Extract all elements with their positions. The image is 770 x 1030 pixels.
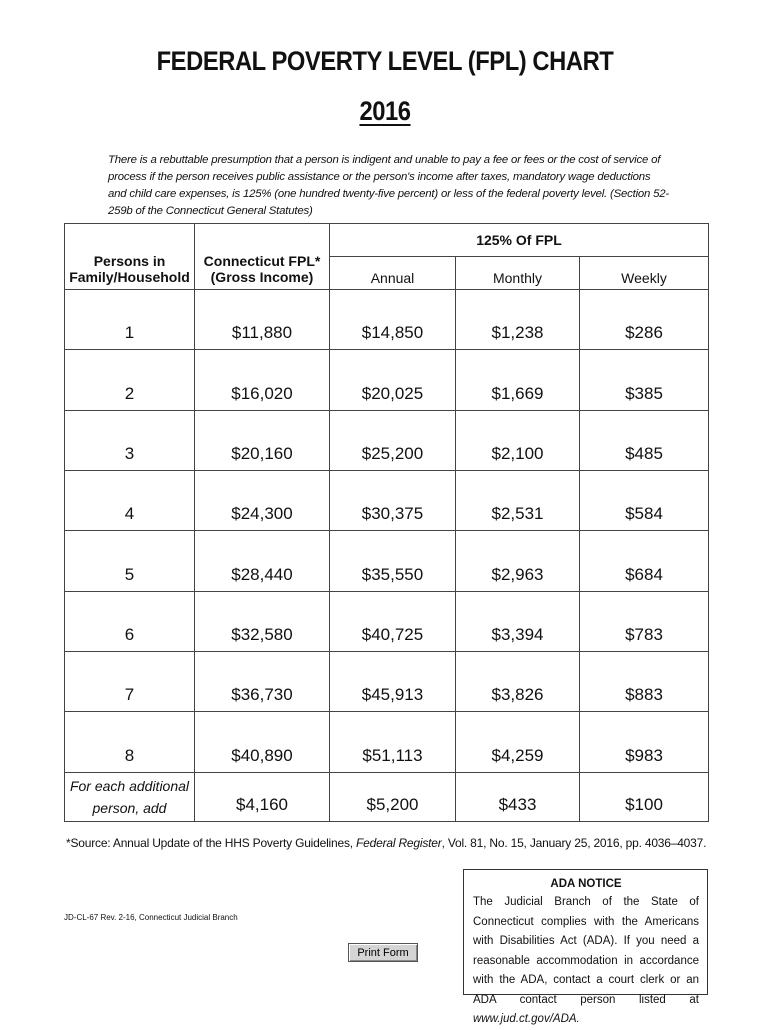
spacer-cell: [330, 350, 456, 379]
cell-weekly: $684: [580, 559, 709, 591]
row-spacer: [65, 591, 709, 620]
table-row: [65, 499, 709, 531]
row-spacer: [65, 712, 709, 741]
cell-monthly: $4,259: [456, 740, 580, 772]
cell-weekly: $783: [580, 620, 709, 652]
table-row: [65, 318, 709, 350]
col-header-125: 125% Of FPL: [330, 224, 709, 257]
additional-annual: $5,200: [330, 772, 456, 821]
cell-persons: 6: [65, 620, 195, 652]
additional-weekly: $100: [580, 772, 709, 821]
spacer-cell: [580, 531, 709, 560]
spacer-cell: [580, 712, 709, 741]
ada-heading: ADA NOTICE: [550, 878, 622, 890]
cell-weekly: $286: [580, 318, 709, 350]
additional-label-line1: For each additional: [69, 777, 190, 794]
cell-ct: $40,890: [195, 740, 330, 772]
spacer-cell: [330, 651, 456, 680]
table-row: [65, 378, 709, 410]
spacer-cell: [65, 350, 195, 379]
col-header-persons: [65, 224, 195, 290]
cell-ct: $28,440: [195, 559, 330, 591]
table-row: [65, 439, 709, 471]
row-spacer: [65, 651, 709, 680]
cell-annual: $51,113: [330, 740, 456, 772]
cell-monthly: $2,531: [456, 499, 580, 531]
col-header-ct-fpl: [195, 224, 330, 290]
table-row: [65, 559, 709, 591]
spacer-cell: [456, 410, 580, 439]
cell-annual: $35,550: [330, 559, 456, 591]
cell-persons: 8: [65, 740, 195, 772]
page-title: FEDERAL POVERTY LEVEL (FPL) CHART: [156, 46, 614, 76]
spacer-cell: [65, 591, 195, 620]
col-header-ct-line1: Connecticut FPL*: [203, 252, 321, 269]
cell-annual: $45,913: [330, 680, 456, 712]
cell-annual: $30,375: [330, 499, 456, 531]
cell-annual: $25,200: [330, 439, 456, 471]
source-suffix: , Vol. 81, No. 15, January 25, 2016, pp. 4036–4037.: [441, 836, 707, 850]
spacer-cell: [65, 410, 195, 439]
additional-ct: $4,160: [195, 772, 330, 821]
cell-annual: $20,025: [330, 378, 456, 410]
source-note: [66, 836, 706, 850]
ada-link[interactable]: www.jud.ct.gov/ADA.: [473, 1013, 580, 1025]
spacer-cell: [195, 410, 330, 439]
spacer-cell: [195, 470, 330, 499]
spacer-cell: [456, 289, 580, 318]
spacer-cell: [65, 531, 195, 560]
additional-monthly: $433: [456, 772, 580, 821]
source-prefix: *Source: Annual Update of the HHS Poverty Guidelines,: [66, 836, 357, 850]
spacer-cell: [195, 712, 330, 741]
fpl-table: [64, 223, 709, 822]
cell-monthly: $2,100: [456, 439, 580, 471]
additional-person-row: [65, 772, 709, 821]
form-id: JD-CL-67 Rev. 2-16, Connecticut Judicial Branch: [64, 913, 238, 922]
cell-annual: $14,850: [330, 318, 456, 350]
spacer-cell: [456, 470, 580, 499]
spacer-cell: [65, 651, 195, 680]
page-year: 2016: [359, 96, 411, 126]
cell-annual: $40,725: [330, 620, 456, 652]
spacer-cell: [330, 289, 456, 318]
spacer-cell: [580, 289, 709, 318]
print-form-button[interactable]: Print Form: [348, 943, 418, 962]
cell-monthly: $1,238: [456, 318, 580, 350]
cell-monthly: $3,826: [456, 680, 580, 712]
additional-label-line2: person, add: [92, 799, 167, 816]
intro-paragraph: There is a rebuttable presumption that a person is indigent and unable to pay a fee or fees or the cost of service of process if the person receives public assistance or the person's income after taxes, mandatory wage deductions and child care expenses, is 125% (one hundred twenty-five percent) or less of the federal poverty level. (Section 52-259b of the Connecticut General Statutes): [108, 154, 670, 217]
col-header-ct-line2: (Gross Income): [210, 268, 314, 285]
spacer-cell: [580, 350, 709, 379]
spacer-cell: [330, 531, 456, 560]
cell-persons: 2: [65, 378, 195, 410]
cell-persons: 7: [65, 680, 195, 712]
row-spacer: [65, 289, 709, 318]
cell-ct: $11,880: [195, 318, 330, 350]
table-row: [65, 740, 709, 772]
spacer-cell: [456, 531, 580, 560]
spacer-cell: [456, 350, 580, 379]
cell-monthly: $1,669: [456, 378, 580, 410]
spacer-cell: [195, 289, 330, 318]
spacer-cell: [330, 712, 456, 741]
cell-weekly: $485: [580, 439, 709, 471]
cell-ct: $32,580: [195, 620, 330, 652]
spacer-cell: [195, 591, 330, 620]
additional-person-label: [65, 772, 195, 821]
spacer-cell: [456, 591, 580, 620]
spacer-cell: [330, 470, 456, 499]
ada-body-text: The Judicial Branch of the State of Connecticut complies with the Americans with Disabilities Act (ADA). If you need a reasonable accommodation in accordance with the ADA, contact a court clerk or an ADA contact person listed at: [473, 896, 699, 1006]
row-spacer: [65, 350, 709, 379]
col-header-weekly: Weekly: [580, 256, 709, 289]
cell-weekly: $983: [580, 740, 709, 772]
cell-ct: $24,300: [195, 499, 330, 531]
col-header-persons-line1: Persons in: [93, 252, 166, 269]
row-spacer: [65, 410, 709, 439]
col-header-persons-line2: Family/Household: [69, 268, 190, 285]
source-journal: Federal Register: [356, 836, 442, 850]
spacer-cell: [456, 712, 580, 741]
col-header-annual: Annual: [330, 256, 456, 289]
ada-notice-box: [463, 869, 708, 1025]
row-spacer: [65, 470, 709, 499]
table-row: [65, 620, 709, 652]
spacer-cell: [195, 651, 330, 680]
ada-body: [473, 893, 699, 1030]
cell-persons: 3: [65, 439, 195, 471]
spacer-cell: [580, 651, 709, 680]
cell-weekly: $883: [580, 680, 709, 712]
spacer-cell: [65, 712, 195, 741]
spacer-cell: [65, 289, 195, 318]
table-row: [65, 680, 709, 712]
cell-persons: 4: [65, 499, 195, 531]
spacer-cell: [195, 531, 330, 560]
spacer-cell: [580, 410, 709, 439]
spacer-cell: [65, 470, 195, 499]
cell-weekly: $584: [580, 499, 709, 531]
cell-monthly: $3,394: [456, 620, 580, 652]
spacer-cell: [195, 350, 330, 379]
spacer-cell: [580, 470, 709, 499]
spacer-cell: [456, 651, 580, 680]
cell-ct: $16,020: [195, 378, 330, 410]
row-spacer: [65, 531, 709, 560]
spacer-cell: [330, 410, 456, 439]
spacer-cell: [330, 591, 456, 620]
spacer-cell: [580, 591, 709, 620]
cell-ct: $36,730: [195, 680, 330, 712]
cell-persons: 5: [65, 559, 195, 591]
cell-monthly: $2,963: [456, 559, 580, 591]
cell-weekly: $385: [580, 378, 709, 410]
col-header-monthly: Monthly: [456, 256, 580, 289]
cell-ct: $20,160: [195, 439, 330, 471]
cell-persons: 1: [65, 318, 195, 350]
